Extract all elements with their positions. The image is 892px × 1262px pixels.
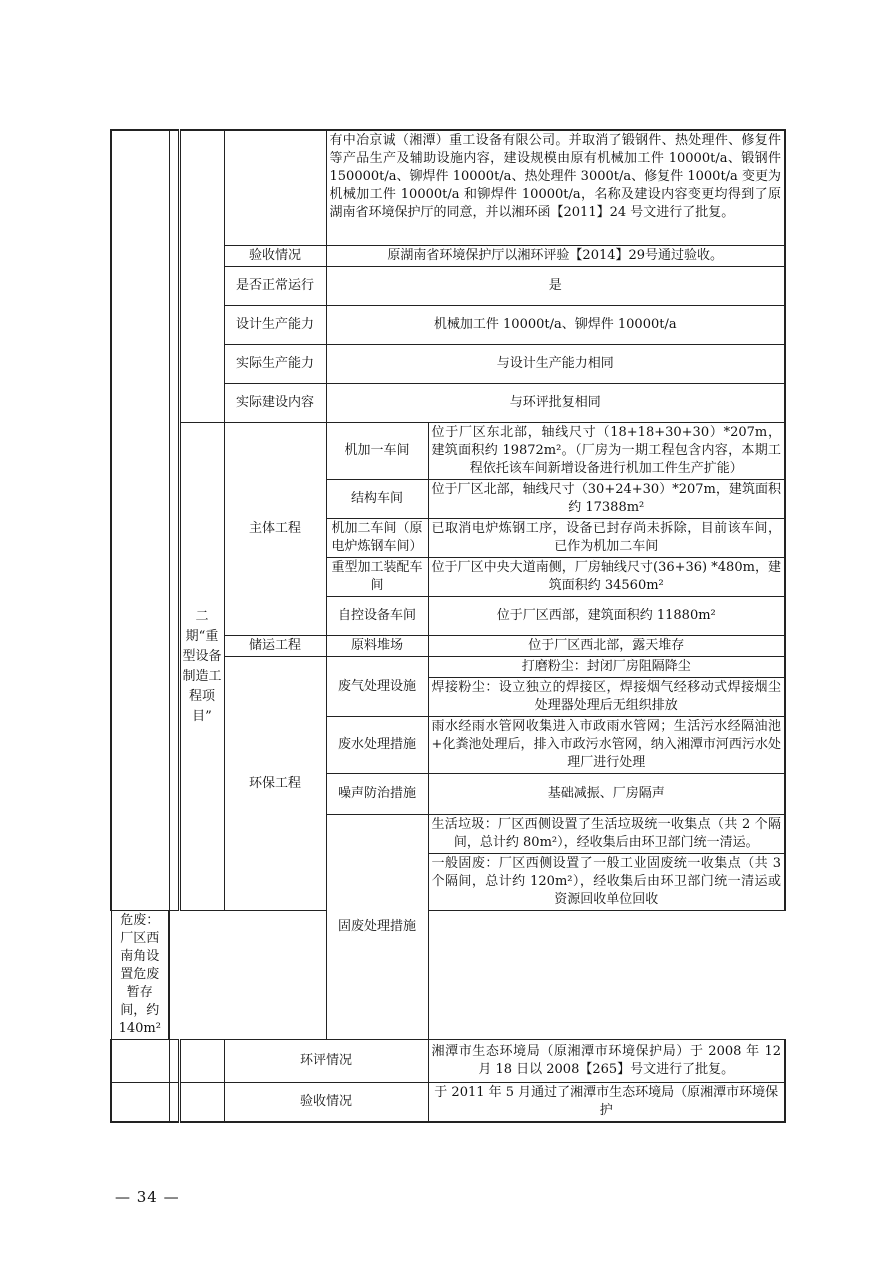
water-desc: 雨水经雨水管网收集进入市政雨水管网；生活污水经隔油池+化粪池处理后，排入市政污水管网，纳入湘潭市河西污水处理厂进行处理 [428, 717, 785, 774]
double-line-column [169, 1040, 179, 1083]
water-name: 废水处理措施 [326, 717, 428, 774]
blank-left-column [111, 130, 169, 911]
solid-desc: 一般固废：厂区西侧设置了一般工业固废统一收集点（共 3 个隔间，总计约 120m²），经收集后由环卫部门统一清运或资源回收单位回收 [428, 854, 785, 911]
intro-text: 有中冶京诚（湘潭）重工设备有限公司。并取消了锻钢件、热处理件、修复件等产品生产及辅助设施内容，建设规模由原有机械加工件 10000t/a、锻钢件 150000t/a、铆焊件 10000t/a、热处理件 3000t/a、修复件 1000t/a 变更为机械加工件 10000t/a 和铆焊件 10000t/a，名称及建设内容变更均得到了原湖南省环境保护厅的同意，并以湘环函【2011】24 号文进行了批复。 [326, 130, 785, 246]
blank-left-column [111, 1083, 169, 1123]
eia-value: 湘潭市生态环境局（原湘潭市环境保护局）于 2008 年 12 月 18 日以 2008【265】号文进行了批复。 [428, 1040, 785, 1083]
workshop-desc: 位于厂区东北部，轴线尺寸（18+18+30+30）*207m，建筑面积约 19872m²。（厂房为一期工程包含内容，本期工程依托该车间新增设备进行机加工件生产扩能） [428, 423, 785, 480]
table-row [111, 130, 785, 246]
page-number: — 34 — [115, 1188, 180, 1206]
noise-desc: 基础减振、厂房隔声 [428, 774, 785, 815]
table-row [111, 911, 785, 1040]
double-line-column [169, 130, 179, 911]
noise-name: 噪声防治措施 [326, 774, 428, 815]
storage-label: 储运工程 [224, 636, 326, 657]
table-row [111, 423, 785, 480]
row-label: 设计生产能力 [224, 306, 326, 345]
acceptance-value: 于 2011 年 5 月通过了湘潭市生态环境局（原湘潭市环境保护 [428, 1083, 785, 1123]
row-label: 验收情况 [224, 246, 326, 267]
workshop-name: 机加一车间 [326, 423, 428, 480]
solid-desc: 危废：厂区西南角设置危废暂存间，约 140m² [111, 911, 169, 1040]
row-value: 与环评批复相同 [326, 384, 785, 423]
eia-label: 环评情况 [224, 1040, 428, 1083]
row-value: 机械加工件 10000t/a、铆焊件 10000t/a [326, 306, 785, 345]
workshop-name: 机加二车间（原电炉炼钢车间） [326, 519, 428, 558]
phase2-project-name-cont [179, 1083, 224, 1123]
row-value: 原湖南省环境保护厅以湘环评验【2014】29号通过验收。 [326, 246, 785, 267]
workshop-desc: 已取消电炉炼钢工序，设备已封存尚未拆除，目前该车间，已作为机加二车间 [428, 519, 785, 558]
blank-left-column [111, 1040, 169, 1083]
phase2-project-name: 二期“重型设备制造工程项目” [179, 423, 224, 911]
row-label: 实际生产能力 [224, 345, 326, 384]
row-label: 是否正常运行 [224, 267, 326, 306]
workshop-name: 自控设备车间 [326, 597, 428, 636]
intro-label-cell [224, 130, 326, 246]
solid-name: 固废处理措施 [326, 815, 428, 1040]
workshop-name: 结构车间 [326, 480, 428, 519]
project-info-table [110, 129, 786, 1123]
double-line-column [169, 1083, 179, 1123]
env-label: 环保工程 [224, 657, 326, 911]
main-engineering-label: 主体工程 [224, 423, 326, 636]
workshop-desc: 位于厂区西部，建筑面积约 11880m² [428, 597, 785, 636]
phase1-name-cell [179, 130, 224, 423]
storage-desc: 位于厂区西北部，露天堆存 [428, 636, 785, 657]
gas-name: 废气处理设施 [326, 657, 428, 717]
storage-name: 原料堆场 [326, 636, 428, 657]
workshop-desc: 位于厂区北部，轴线尺寸（30+24+30）*207m，建筑面积约 17388m² [428, 480, 785, 519]
gas-desc: 打磨粉尘：封闭厂房阻隔降尘 [428, 657, 785, 678]
table-row [111, 1083, 785, 1123]
workshop-desc: 位于厂区中央大道南侧，厂房轴线尺寸(36+36) *480m，建筑面积约 34560m² [428, 558, 785, 597]
phase2-project-name-cont [179, 1040, 224, 1083]
row-value: 与设计生产能力相同 [326, 345, 785, 384]
row-value: 是 [326, 267, 785, 306]
table-row [111, 1040, 785, 1083]
solid-desc: 生活垃圾：厂区西侧设置了生活垃圾统一收集点（共 2 个隔间，总计约 80m²），经收集后由环卫部门统一清运。 [428, 815, 785, 854]
row-label: 实际建设内容 [224, 384, 326, 423]
workshop-name: 重型加工装配车间 [326, 558, 428, 597]
acceptance-label: 验收情况 [224, 1083, 428, 1123]
gas-desc: 焊接粉尘：设立独立的焊接区，焊接烟气经移动式焊接烟尘处理器处理后无组织排放 [428, 678, 785, 717]
